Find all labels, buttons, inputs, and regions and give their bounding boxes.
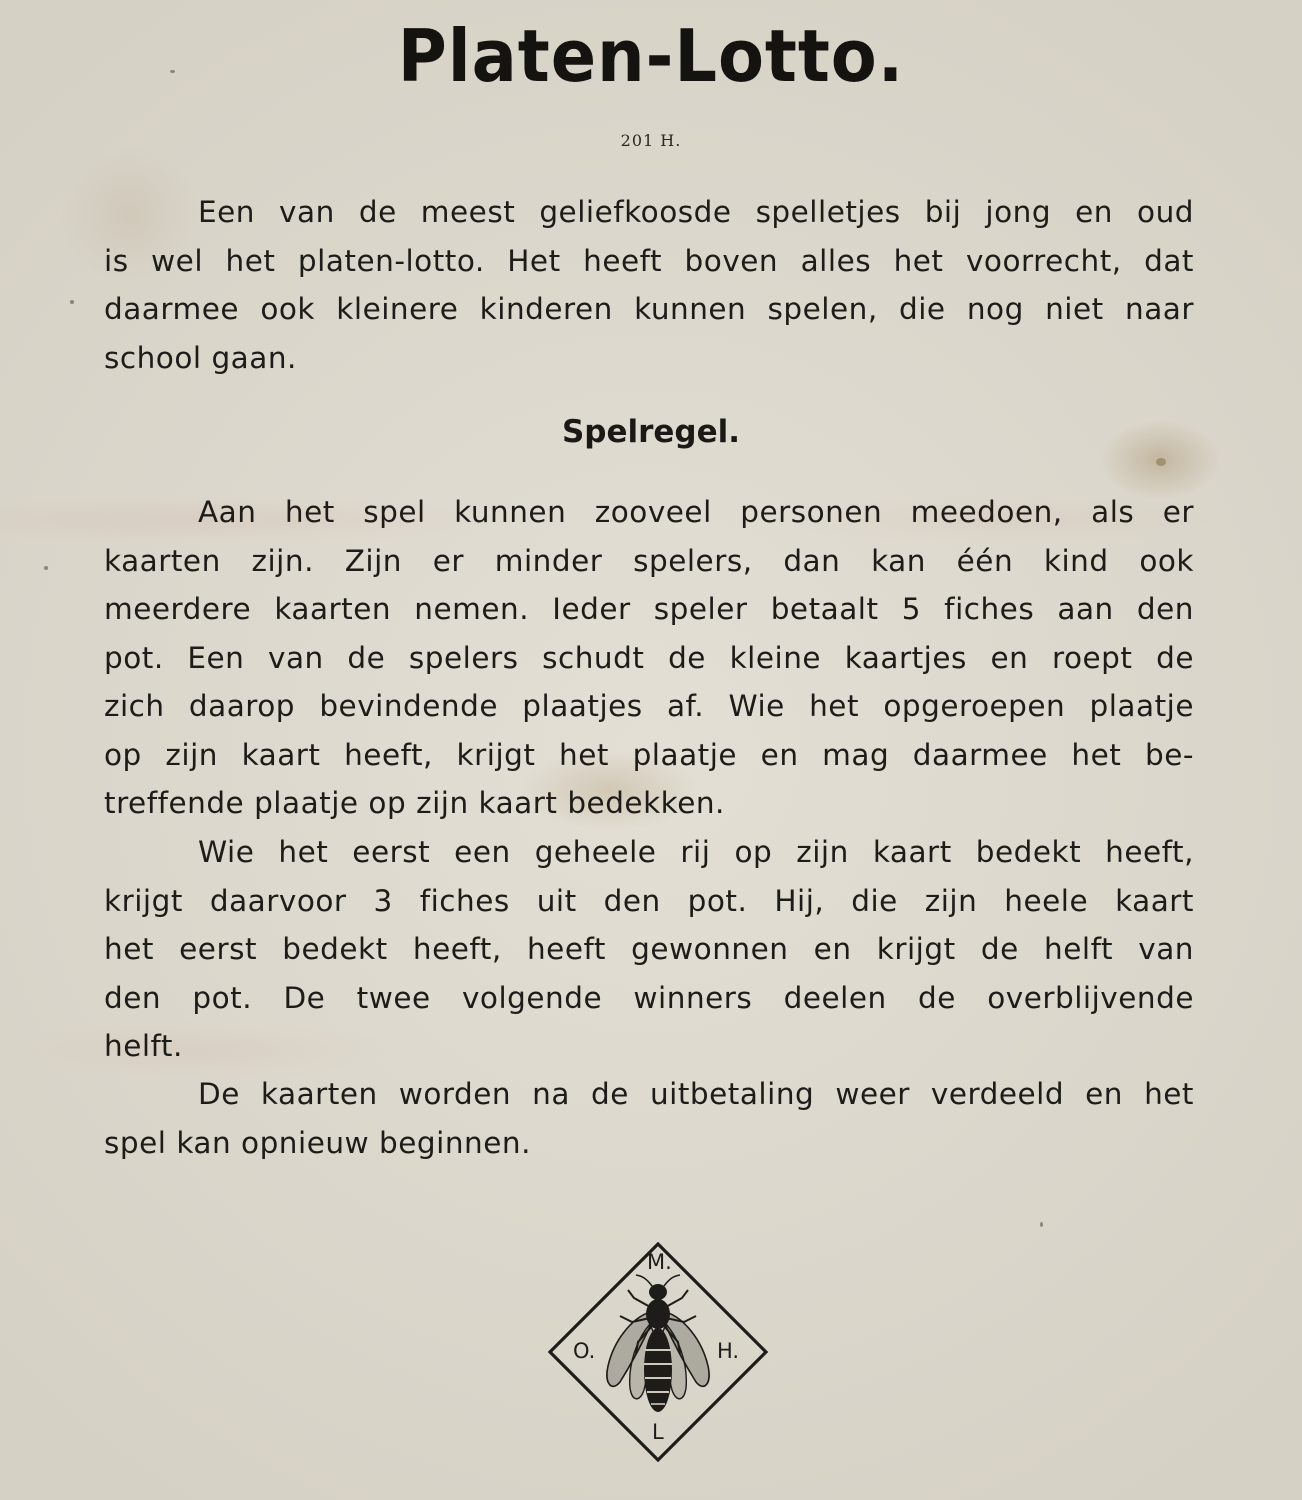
rules-line: zich daarop bevindende plaatjes af. Wie het opgeroepen plaatje xyxy=(104,689,1194,723)
paper-speck xyxy=(1040,1222,1043,1227)
intro-paragraph xyxy=(104,188,1194,382)
logo-letter-bottom: L xyxy=(652,1420,664,1444)
product-code: 201 H. xyxy=(620,131,682,150)
winning-line: het eerst bedekt heeft, heeft gewonnen en krijgt de helft van xyxy=(104,932,1194,966)
bee-icon xyxy=(548,1242,768,1462)
intro-line: daarmee ook kleinere kinderen kunnen spelen, die nog niet naar xyxy=(104,292,1194,326)
rules-line: op zijn kaart heeft, krijgt het plaatje en mag daarmee het be- xyxy=(104,737,1194,772)
paper-speck xyxy=(820,950,824,953)
winning-line: Wie het eerst een geheele rij op zijn kaart bedekt heeft, xyxy=(198,835,1194,869)
paper-speck xyxy=(170,70,175,73)
rules-line: Aan het spel kunnen zooveel personen meedoen, als er xyxy=(198,495,1194,529)
rules-line: kaarten zijn. Zijn er minder spelers, dan kan één kind ook xyxy=(104,543,1194,578)
rules-line: treffende plaatje op zijn kaart bedekken. xyxy=(104,786,725,820)
logo-letter-left: O. xyxy=(573,1339,596,1363)
paper-stain xyxy=(1156,458,1166,466)
rules-paragraph xyxy=(104,488,1194,828)
paper-speck xyxy=(44,566,48,570)
winning-line: krijgt daarvoor 3 fiches uit den pot. Hij, die zijn heele kaart xyxy=(104,883,1194,918)
winning-paragraph xyxy=(104,828,1194,1071)
intro-line: is wel het platen-lotto. Het heeft boven alles het voorrecht, dat xyxy=(104,243,1194,278)
publisher-logo xyxy=(548,1242,768,1462)
intro-line: school gaan. xyxy=(104,340,297,375)
section-heading: Spelregel. xyxy=(561,414,741,450)
intro-line: Een van de meest geliefkoosde spelletjes bij jong en oud xyxy=(198,195,1194,229)
winning-line: den pot. De twee volgende winners deelen de overblijvende xyxy=(104,980,1194,1015)
rules-line: meerdere kaarten nemen. Ieder speler betaalt 5 fiches aan den xyxy=(104,592,1194,626)
document-title: Platen-Lotto. xyxy=(397,14,905,98)
winning-line: helft. xyxy=(104,1029,183,1063)
logo-letter-top: M. xyxy=(647,1250,672,1274)
closing-paragraph xyxy=(104,1070,1194,1167)
logo-letter-right: H. xyxy=(717,1339,740,1363)
closing-line: spel kan opnieuw beginnen. xyxy=(104,1125,531,1160)
closing-line: De kaarten worden na de uitbetaling weer verdeeld en het xyxy=(198,1077,1194,1111)
paper-speck xyxy=(70,300,74,304)
rules-line: pot. Een van de spelers schudt de kleine kaartjes en roept de xyxy=(104,640,1194,675)
